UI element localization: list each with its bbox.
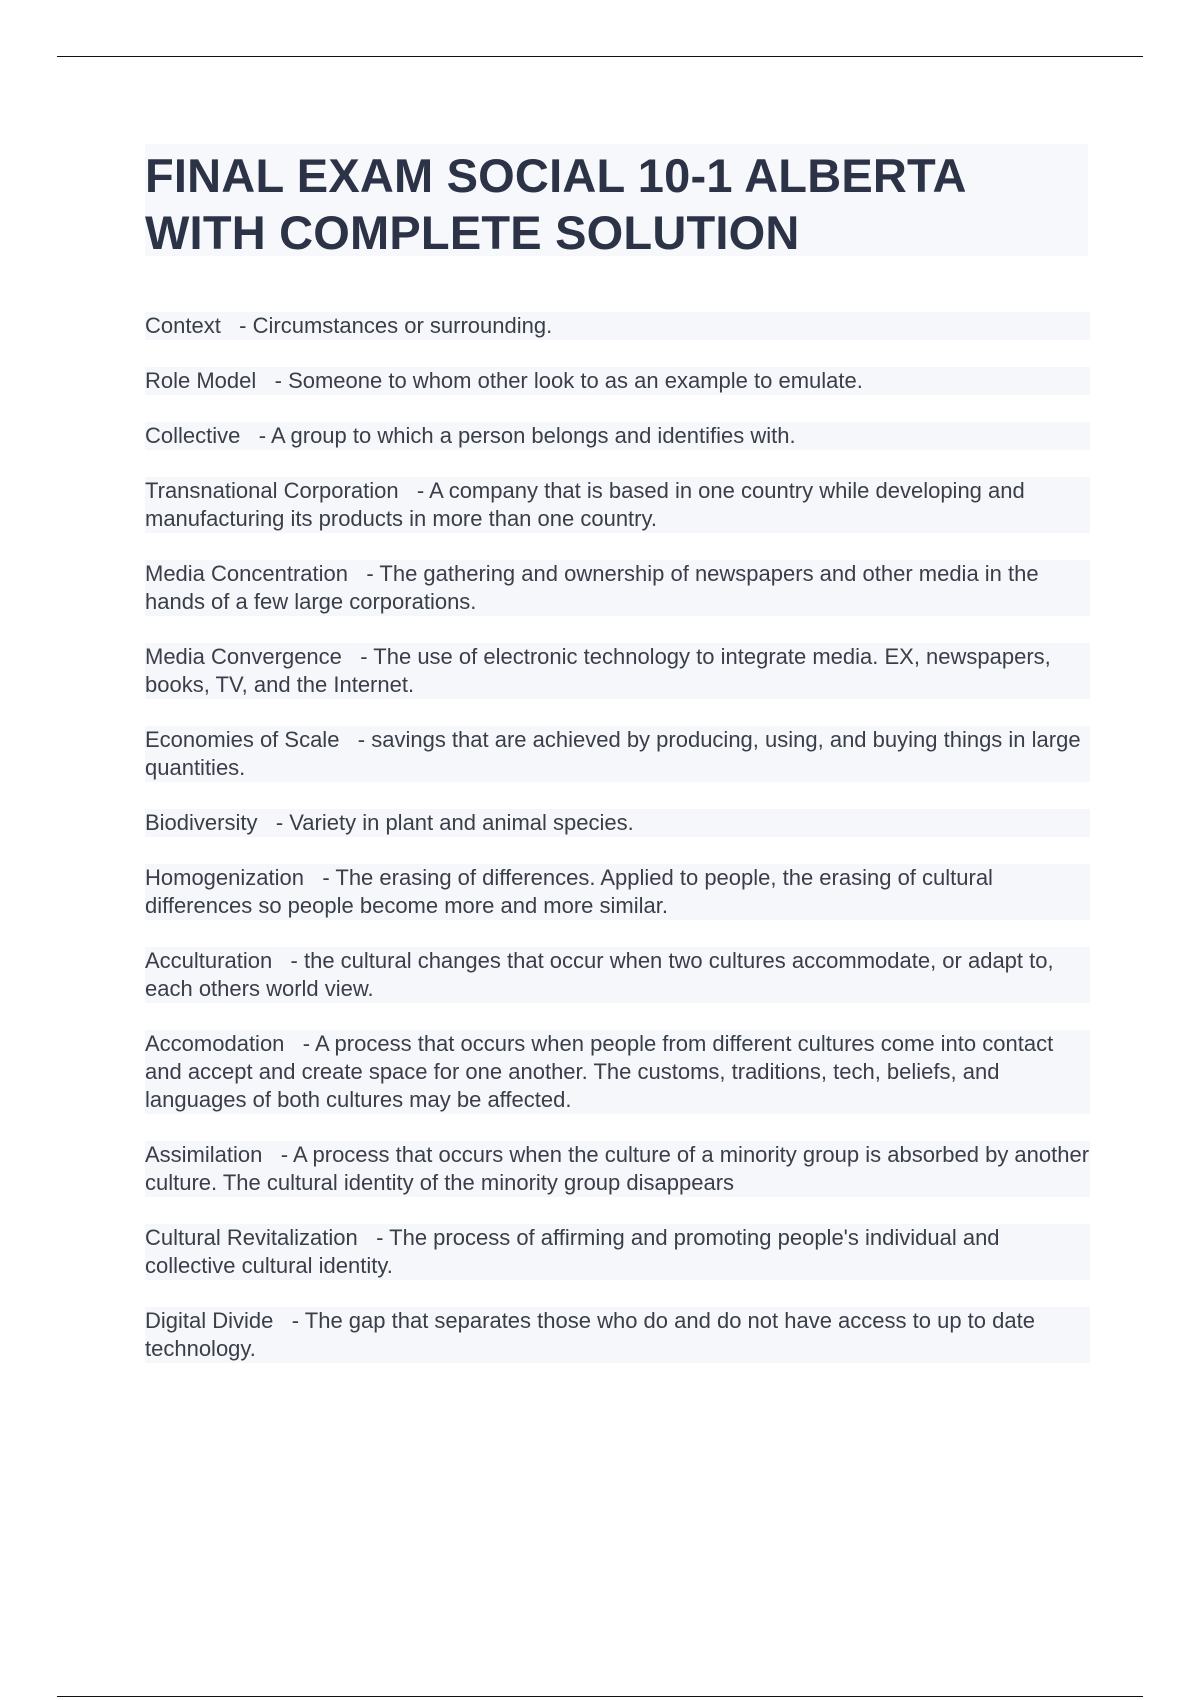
document-title: FINAL EXAM SOCIAL 10-1 ALBERTA WITH COMPLETE SOLUTION xyxy=(145,149,965,259)
definition: A company that is based in one country while developing and manufacturing its products in more than one country. xyxy=(145,478,1025,531)
glossary-entry-assimilation: Assimilation - A process that occurs when the culture of a minority group is absorbed by another culture. The cultural identity of the minority group disappears xyxy=(145,1142,1090,1195)
definition: savings that are achieved by producing, using, and buying things in large quantities. xyxy=(145,727,1081,780)
definition: The use of electronic technology to integrate media. EX, newspapers, books, TV, and the Internet. xyxy=(145,644,1051,697)
glossary-entry-media-convergence: Media Convergence - The use of electronic technology to integrate media. EX, newspapers, books, TV, and the Internet. xyxy=(145,643,1090,699)
term: Cultural Revitalization xyxy=(145,1225,358,1250)
glossary-entry-digital-divide: Digital Divide - The gap that separates those who do and do not have access to up to date technology. xyxy=(145,1307,1090,1363)
term: Role Model xyxy=(145,368,257,393)
term: Digital Divide xyxy=(145,1308,274,1333)
glossary-entry-transnational-corporation: Transnational Corporation - A company that is based in one country while developing and manufacturing its products in more than one country. xyxy=(145,477,1090,533)
glossary-entry-accomodation: Accomodation - A process that occurs when people from different cultures come into contact and accept and create space for one another. The customs, traditions, tech, beliefs, and languages of both cultures may be affected. xyxy=(145,1030,1090,1114)
glossary-entry-role-model: Role Model - Someone to whom other look to as an example to emulate. xyxy=(145,367,1090,395)
glossary-entry-cultural-revitalization: Cultural Revitalization - The process of affirming and promoting people's individual and collective cultural identity. xyxy=(145,1224,1090,1280)
glossary-entry-collective: Collective - A group to which a person belongs and identifies with. xyxy=(145,422,1090,450)
definition: The gap that separates those who do and do not have access to up to date technology. xyxy=(145,1308,1035,1361)
term: Collective xyxy=(145,423,241,448)
term: Media Concentration xyxy=(145,561,349,586)
definition: the cultural changes that occur when two cultures accommodate, or adapt to, each others world view. xyxy=(145,948,1054,1001)
glossary-entry-economies-of-scale: Economies of Scale - savings that are achieved by producing, using, and buying things in large quantities. xyxy=(145,726,1090,782)
term: Context xyxy=(145,313,221,338)
glossary-entry-media-concentration: Media Concentration - The gathering and ownership of newspapers and other media in the hands of a few large corporations. xyxy=(145,560,1090,616)
term: Assimilation xyxy=(145,1142,263,1167)
term: Transnational Corporation xyxy=(145,478,399,503)
definition: Someone to whom other look to as an example to emulate. xyxy=(288,368,863,393)
glossary-list xyxy=(145,312,1090,1390)
term: Biodiversity xyxy=(145,810,258,835)
glossary-entry-context: Context - Circumstances or surrounding. xyxy=(145,312,1090,340)
definition: Circumstances or surrounding. xyxy=(252,313,553,338)
term: Homogenization xyxy=(145,865,304,890)
term: Media Convergence xyxy=(145,644,342,669)
definition: The process of affirming and promoting people's individual and collective cultural identity. xyxy=(145,1225,1000,1278)
definition: A process that occurs when people from different cultures come into contact and accept and create space for one another. The customs, traditions, tech, beliefs, and languages of both cultures may be affected. xyxy=(145,1031,1054,1112)
definition: A group to which a person belongs and identifies with. xyxy=(270,423,796,448)
term: Acculturation xyxy=(145,948,273,973)
glossary-entry-biodiversity: Biodiversity - Variety in plant and animal species. xyxy=(145,809,1090,837)
definition: Variety in plant and animal species. xyxy=(289,810,634,835)
top-rule xyxy=(57,56,1143,57)
glossary-entry-homogenization: Homogenization - The erasing of differences. Applied to people, the erasing of cultural differences so people become more and more similar. xyxy=(145,864,1090,920)
term: Economies of Scale xyxy=(145,727,340,752)
definition: The gathering and ownership of newspapers and other media in the hands of a few large corporations. xyxy=(145,561,1039,614)
term: Accomodation xyxy=(145,1031,285,1056)
title-block xyxy=(145,144,1088,259)
definition: The erasing of differences. Applied to people, the erasing of cultural differences so people become more and more similar. xyxy=(145,865,993,918)
bottom-rule xyxy=(57,1696,1143,1697)
glossary-entry-acculturation: Acculturation - the cultural changes that occur when two cultures accommodate, or adapt to, each others world view. xyxy=(145,947,1090,1003)
definition: A process that occurs when the culture of a minority group is absorbed by another culture. The cultural identity of the minority group disappears xyxy=(145,1142,1090,1195)
